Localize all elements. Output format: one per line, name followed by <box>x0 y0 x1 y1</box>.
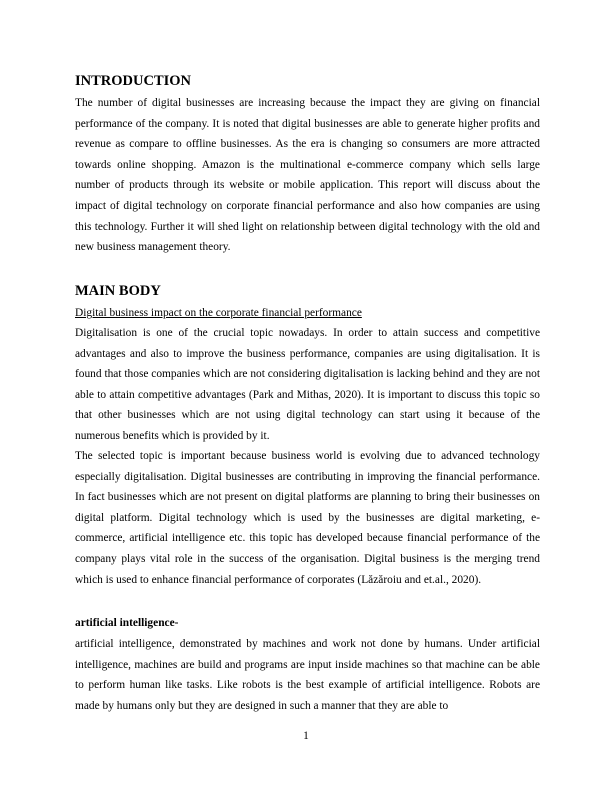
introduction-heading: INTRODUCTION <box>75 73 192 89</box>
main-body-paragraph-2: The selected topic is important because business world is evolving due to advanced technology especially digitalisation. Digital businesses are contributing in improving the financial performance. In fact businesses which are not present on digital platforms are planning to bring their businesses on digital platform. Digital technology which is used by the businesses are digital marketing, e-commerce, artificial intelligence etc. this topic has developed because financial performance of the company plays vital role in the success of the organisation. Digital business is the merging trend which is used to enhance financial performance of corporates (Lăzăroiu and et.al., 2020). <box>75 450 540 586</box>
introduction-paragraph: The number of digital businesses are increasing because the impact they are giving on financial performance of the company. It is noted that digital businesses are able to generate higher profits and revenue as compare to offline businesses. As the era is changing so consumers are more attracted towards online shopping. Amazon is the multinational e-commerce company which sells large number of products through its website or mobile application. This report will discuss about the impact of digital technology on corporate financial performance and also how companies are using this technology. Further it will shed light on relationship between digital technology with the old and new business management theory. <box>75 97 540 254</box>
main-body-heading: MAIN BODY <box>75 283 161 299</box>
main-body-paragraph-1: Digitalisation is one of the crucial topic nowadays. In order to attain success and competitive advantages and also to improve the business performance, companies are using digitalisation. It is found that those companies which are not considering digitalisation is lacking behind and they are not able to attain competitive advantages (Park and Mithas, 2020). It is important to discuss this topic so that other businesses which are not using digital technology can start using it because of the numerous benefits which is provided by it. <box>75 327 540 442</box>
main-body-paragraph-3: artificial intelligence, demonstrated by machines and work not done by humans. Under artificial intelligence, machines are build and programs are input inside machines so that machine can be able to perform human like tasks. Like robots is the best example of artificial intelligence. Robots are made by humans only but they are designed in such a manner that they are able to <box>75 638 540 712</box>
ai-label: artificial intelligence- <box>75 617 179 629</box>
page-number: 1 <box>303 730 309 742</box>
section-subheading: Digital business impact on the corporate financial performance <box>75 307 362 319</box>
